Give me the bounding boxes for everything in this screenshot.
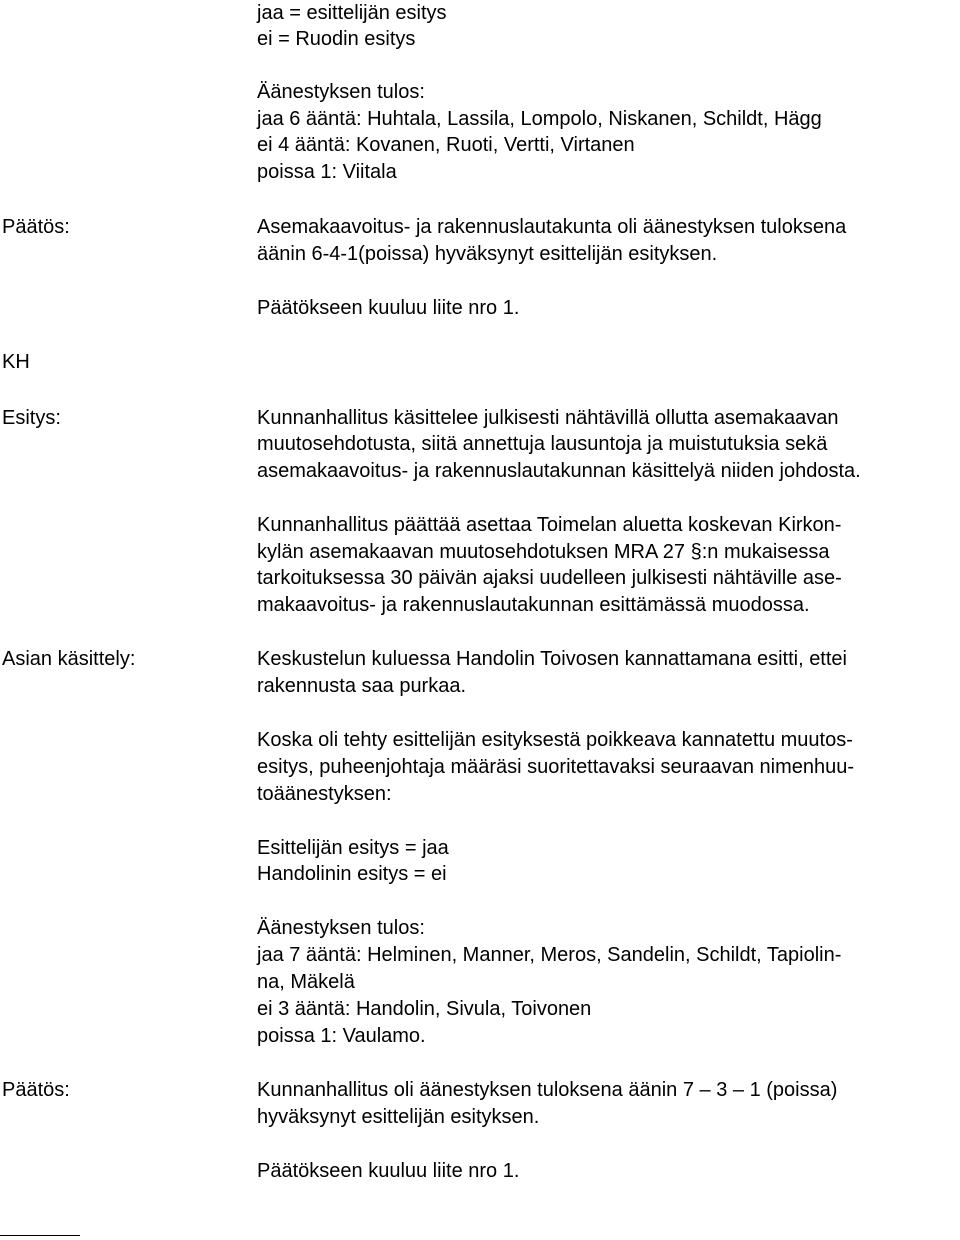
vote-yes-line-continued: na, Mäkelä: [257, 971, 355, 993]
vote-yes-line: jaa 7 ääntä: Helminen, Manner, Meros, Sandelin, Schildt, Tapiolin-: [257, 944, 842, 966]
vote-option-ei: Handolinin esitys = ei: [257, 863, 447, 885]
handling-text-line: Keskustelun kuluessa Handolin Toivosen kannattamana esitti, ettei: [257, 648, 847, 670]
vote-result-heading: Äänestyksen tulos:: [257, 81, 425, 103]
proposal-label: Esitys:: [2, 407, 61, 429]
decision-attachment-note: Päätökseen kuuluu liite nro 1.: [257, 1160, 520, 1182]
handling-text-line: rakennusta saa purkaa.: [257, 675, 467, 697]
proposal-ei-definition: ei = Ruodin esitys: [257, 28, 416, 50]
proposal-text-line: Kunnanhallitus käsittelee julkisesti nähtävillä ollutta asemakaavan: [257, 407, 839, 429]
decision-text-line: äänin 6-4-1(poissa) hyväksynyt esittelijän esityksen.: [257, 243, 718, 265]
vote-yes-line: jaa 6 ääntä: Huhtala, Lassila, Lompolo, Niskanen, Schildt, Hägg: [257, 108, 822, 130]
vote-option-jaa: Esittelijän esitys = jaa: [257, 837, 449, 859]
proposal-text-line: makaavoitus- ja rakennuslautakunnan esittämässä muodossa.: [257, 594, 810, 616]
vote-no-line: ei 3 ääntä: Handolin, Sivula, Toivonen: [257, 998, 592, 1020]
proposal-text-line: tarkoituksessa 30 päivän ajaksi uudelleen julkisesti nähtäville ase-: [257, 567, 842, 589]
decision-label: Päätös:: [2, 216, 70, 238]
footer-rule: [0, 1235, 80, 1236]
vote-result-heading: Äänestyksen tulos:: [257, 917, 425, 939]
handling-text-line: esitys, puheenjohtaja määräsi suoritettavaksi seuraavan nimenhuu-: [257, 756, 855, 778]
proposal-text-line: muutosehdotusta, siitä annettuja lausuntoja ja muistutuksia sekä: [257, 433, 828, 455]
vote-absent-line: poissa 1: Vaulamo.: [257, 1025, 426, 1047]
handling-text-line: toäänestyksen:: [257, 783, 392, 805]
decision-text-line: Kunnanhallitus oli äänestyksen tuloksena äänin 7 – 3 – 1 (poissa): [257, 1079, 838, 1101]
decision-attachment-note: Päätökseen kuuluu liite nro 1.: [257, 297, 520, 319]
vote-absent-line: poissa 1: Viitala: [257, 161, 397, 183]
decision-text-line: hyväksynyt esittelijän esityksen.: [257, 1106, 540, 1128]
handling-label: Asian käsittely:: [2, 648, 136, 670]
vote-no-line: ei 4 ääntä: Kovanen, Ruoti, Vertti, Virtanen: [257, 134, 635, 156]
proposal-text-line: asemakaavoitus- ja rakennuslautakunnan käsittelyä niiden johdosta.: [257, 460, 861, 482]
proposal-text-line: Kunnanhallitus päättää asettaa Toimelan aluetta koskevan Kirkon-: [257, 514, 842, 536]
proposal-text-line: kylän asemakaavan muutosehdotuksen MRA 27 §:n mukaisessa: [257, 541, 830, 563]
section-tag: KH: [2, 351, 30, 373]
decision-text-line: Asemakaavoitus- ja rakennuslautakunta oli äänestyksen tuloksena: [257, 216, 847, 238]
handling-text-line: Koska oli tehty esittelijän esityksestä poikkeava kannatettu muutos-: [257, 729, 853, 751]
proposal-jaa-definition: jaa = esittelijän esitys: [257, 2, 447, 24]
decision-label: Päätös:: [2, 1079, 70, 1101]
